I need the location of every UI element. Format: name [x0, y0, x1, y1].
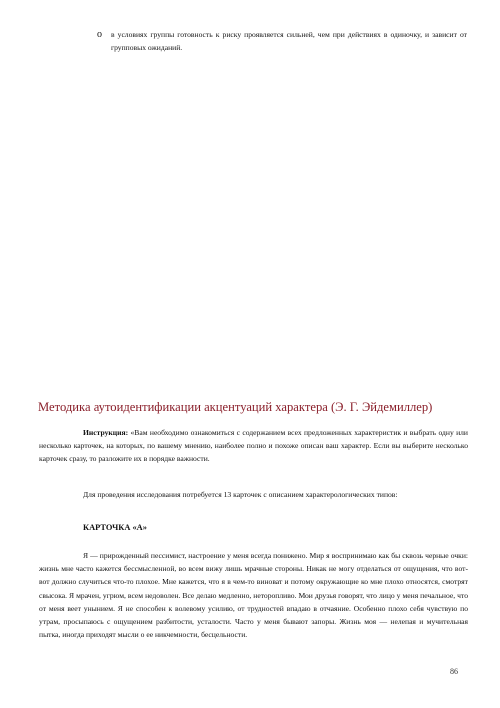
instruction-text: «Вам необходимо ознакомиться с содержанием всех предложенных характеристик и выбрать одну или несколько карточек, на которых, по вашему мнению, наиболее полно и похоже описан ваш характер. Если вы выберите несколько карточек сразу, то разложите их в порядке важности.	[39, 428, 468, 464]
bullet-item	[97, 28, 467, 54]
instruction-label: Инструкция:	[83, 428, 129, 437]
page-number: 86	[450, 667, 458, 676]
instruction-paragraph	[39, 426, 468, 466]
bullet-text: в условиях группы готовность к риску проявляется сильней, чем при действиях в одиночку, и зависит от групповых ожиданий.	[111, 30, 467, 52]
section-heading: Методика аутоидентификации акцентуаций характера (Э. Г. Эйдемиллер)	[38, 400, 433, 414]
card-a-description: Я — прирожденный пессимист, настроение у меня всегда понижено. Мир я воспринимаю как бы сквозь черные очки: жизнь мне часто кажется бессмысленной, во всем вижу лишь мрачные стороны. Никак не могу отделаться от ощущения, что вот-вот должно случиться что-то плохое. Мне кажется, что я в чем-то виноват и потому окружающие ко мне плохо относятся, смотрят свысока. Я мрачен, угрюм, всем недоволен. Все делаю медленно, неторопливо. Мои друзья говорят, что лицо у меня печальное, что от меня веет унынием. Я не способен к волевому усилию, от трудностей впадаю в отчаяние. Особенно плохо себя чувствую по утрам, просыпаюсь с ощущением разбитости, усталости. Часто у меня бывают запоры. Жизнь моя — нелепая и мучительная пытка, иногда приходят мысли о ее никчемности, бесцельности.	[39, 551, 468, 640]
card-title: КАРТОЧКА «А»	[83, 523, 147, 532]
bullet-marker: o	[97, 29, 102, 40]
cards-intro-paragraph: Для проведения исследования потребуется 13 карточек с описанием характерологических типов:	[83, 490, 398, 499]
